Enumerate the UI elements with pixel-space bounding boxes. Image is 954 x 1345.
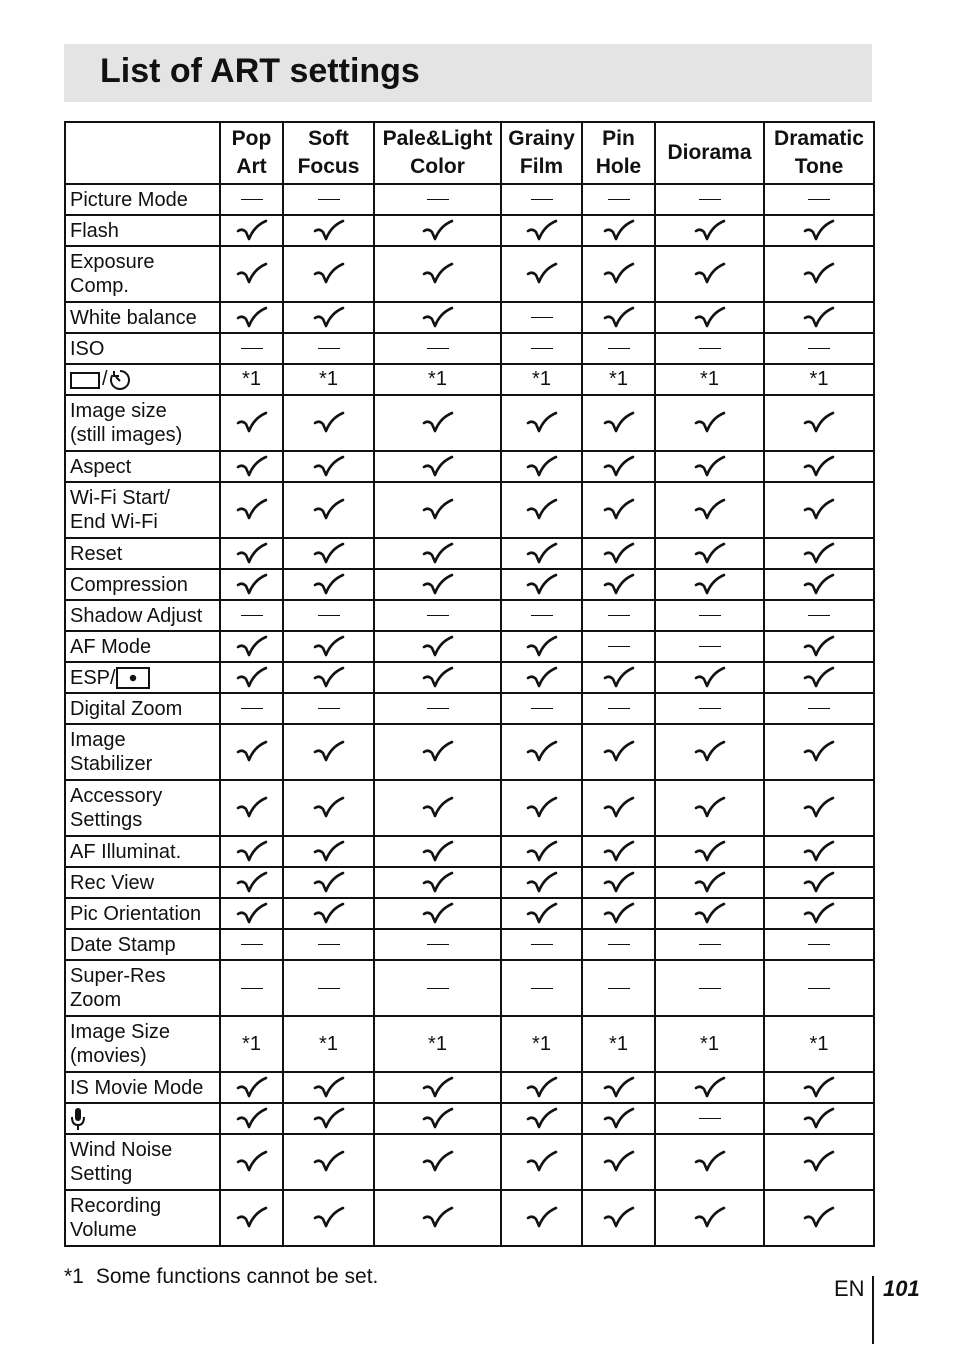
check-icon xyxy=(220,538,283,569)
check-icon xyxy=(582,246,655,302)
check-icon xyxy=(374,1072,501,1103)
dash-icon xyxy=(283,693,374,724)
check-icon xyxy=(220,1134,283,1190)
note-cell: *1 xyxy=(764,1016,874,1072)
check-icon xyxy=(501,780,582,836)
row-label: IS Movie Mode xyxy=(65,1072,220,1103)
check-icon xyxy=(501,538,582,569)
table-row xyxy=(65,364,874,395)
row-label xyxy=(65,662,220,693)
check-icon xyxy=(764,780,874,836)
check-icon xyxy=(374,631,501,662)
row-label: AF Illuminat. xyxy=(65,836,220,867)
table-row xyxy=(65,482,874,538)
check-icon xyxy=(374,215,501,246)
check-icon xyxy=(374,1134,501,1190)
check-icon xyxy=(220,302,283,333)
row-label-text: / xyxy=(102,368,108,391)
dash-icon xyxy=(501,929,582,960)
dash-icon xyxy=(220,960,283,1016)
check-icon xyxy=(655,898,764,929)
check-icon xyxy=(220,1190,283,1246)
note-cell: *1 xyxy=(220,364,283,395)
check-icon xyxy=(582,302,655,333)
column-header: Pale&Light Color xyxy=(374,122,501,184)
row-label: Picture Mode xyxy=(65,184,220,215)
dash-icon xyxy=(501,302,582,333)
check-icon xyxy=(220,451,283,482)
note-cell: *1 xyxy=(582,364,655,395)
dash-icon xyxy=(655,929,764,960)
check-icon xyxy=(220,631,283,662)
dash-icon xyxy=(501,960,582,1016)
dash-icon xyxy=(582,333,655,364)
row-label: Date Stamp xyxy=(65,929,220,960)
column-header: Grainy Film xyxy=(501,122,582,184)
dash-icon xyxy=(374,333,501,364)
check-icon xyxy=(764,482,874,538)
row-label: Compression xyxy=(65,569,220,600)
check-icon xyxy=(283,1190,374,1246)
table-row xyxy=(65,600,874,631)
check-icon xyxy=(220,662,283,693)
dash-icon xyxy=(283,929,374,960)
check-icon xyxy=(764,569,874,600)
note-cell: *1 xyxy=(501,1016,582,1072)
dash-icon xyxy=(764,600,874,631)
table-row xyxy=(65,538,874,569)
footnote-mark: *1 xyxy=(64,1265,84,1288)
table-row xyxy=(65,1103,874,1134)
note-cell: *1 xyxy=(220,1016,283,1072)
row-label: Image size (still images) xyxy=(65,395,220,451)
check-icon xyxy=(220,780,283,836)
drive-mode-icon xyxy=(70,368,102,390)
row-label xyxy=(65,1103,220,1134)
dash-icon xyxy=(582,631,655,662)
table-row xyxy=(65,1016,874,1072)
column-header: Pop Art xyxy=(220,122,283,184)
row-label: Pic Orientation xyxy=(65,898,220,929)
table-row xyxy=(65,662,874,693)
table-row xyxy=(65,724,874,780)
row-label: Super-Res Zoom xyxy=(65,960,220,1016)
dash-icon xyxy=(764,184,874,215)
check-icon xyxy=(374,246,501,302)
dash-icon xyxy=(582,600,655,631)
check-icon xyxy=(283,482,374,538)
check-icon xyxy=(220,215,283,246)
table-row xyxy=(65,246,874,302)
page-divider xyxy=(872,1276,874,1344)
dash-icon xyxy=(501,333,582,364)
footnote xyxy=(64,1265,378,1289)
check-icon xyxy=(655,569,764,600)
dash-icon xyxy=(764,333,874,364)
check-icon xyxy=(374,867,501,898)
check-icon xyxy=(283,215,374,246)
note-cell: *1 xyxy=(582,1016,655,1072)
check-icon xyxy=(655,1072,764,1103)
check-icon xyxy=(283,836,374,867)
check-icon xyxy=(582,215,655,246)
check-icon xyxy=(283,1103,374,1134)
row-label: AF Mode xyxy=(65,631,220,662)
check-icon xyxy=(764,662,874,693)
table-row xyxy=(65,215,874,246)
dash-icon xyxy=(655,693,764,724)
dash-icon xyxy=(501,184,582,215)
dash-icon xyxy=(501,693,582,724)
check-icon xyxy=(220,724,283,780)
column-header: Pin Hole xyxy=(582,122,655,184)
dash-icon xyxy=(655,333,764,364)
check-icon xyxy=(283,724,374,780)
check-icon xyxy=(655,538,764,569)
check-icon xyxy=(582,538,655,569)
check-icon xyxy=(374,482,501,538)
check-icon xyxy=(582,482,655,538)
check-icon xyxy=(501,1190,582,1246)
check-icon xyxy=(764,898,874,929)
page-language: EN xyxy=(834,1276,865,1301)
table-row xyxy=(65,836,874,867)
check-icon xyxy=(283,1134,374,1190)
check-icon xyxy=(283,662,374,693)
check-icon xyxy=(501,395,582,451)
check-icon xyxy=(764,215,874,246)
dash-icon xyxy=(655,1103,764,1134)
check-icon xyxy=(283,451,374,482)
check-icon xyxy=(764,395,874,451)
check-icon xyxy=(582,1103,655,1134)
title-bar xyxy=(64,44,872,102)
check-icon xyxy=(501,246,582,302)
row-label: Image Size (movies) xyxy=(65,1016,220,1072)
check-icon xyxy=(374,1103,501,1134)
check-icon xyxy=(283,569,374,600)
check-icon xyxy=(374,395,501,451)
check-icon xyxy=(582,724,655,780)
check-icon xyxy=(501,724,582,780)
dash-icon xyxy=(220,929,283,960)
check-icon xyxy=(374,780,501,836)
note-cell: *1 xyxy=(501,364,582,395)
check-icon xyxy=(501,1134,582,1190)
check-icon xyxy=(764,451,874,482)
column-header: Dramatic Tone xyxy=(764,122,874,184)
check-icon xyxy=(501,867,582,898)
note-cell: *1 xyxy=(374,364,501,395)
table-row xyxy=(65,302,874,333)
check-icon xyxy=(582,836,655,867)
dash-icon xyxy=(374,960,501,1016)
row-label: Digital Zoom xyxy=(65,693,220,724)
table-row xyxy=(65,569,874,600)
row-label: Rec View xyxy=(65,867,220,898)
check-icon xyxy=(764,631,874,662)
row-label: Aspect xyxy=(65,451,220,482)
check-icon xyxy=(283,1072,374,1103)
check-icon xyxy=(501,898,582,929)
check-icon xyxy=(220,569,283,600)
check-icon xyxy=(220,1103,283,1134)
check-icon xyxy=(655,451,764,482)
dash-icon xyxy=(582,960,655,1016)
note-cell: *1 xyxy=(764,364,874,395)
check-icon xyxy=(283,395,374,451)
check-icon xyxy=(283,631,374,662)
dash-icon xyxy=(220,184,283,215)
check-icon xyxy=(501,836,582,867)
check-icon xyxy=(655,867,764,898)
row-label: Wind Noise Setting xyxy=(65,1134,220,1190)
table-row xyxy=(65,631,874,662)
dash-icon xyxy=(283,333,374,364)
check-icon xyxy=(374,451,501,482)
microphone-icon xyxy=(70,1107,86,1129)
check-icon xyxy=(501,451,582,482)
check-icon xyxy=(283,246,374,302)
row-label: White balance xyxy=(65,302,220,333)
check-icon xyxy=(655,302,764,333)
selftimer-icon xyxy=(108,368,132,390)
check-icon xyxy=(764,867,874,898)
table-row xyxy=(65,1072,874,1103)
row-label xyxy=(65,364,220,395)
dash-icon xyxy=(220,693,283,724)
dash-icon xyxy=(582,929,655,960)
check-icon xyxy=(655,1134,764,1190)
table-row xyxy=(65,1190,874,1246)
check-icon xyxy=(374,302,501,333)
check-icon xyxy=(764,1134,874,1190)
row-label: ISO xyxy=(65,333,220,364)
column-header: Soft Focus xyxy=(283,122,374,184)
check-icon xyxy=(764,302,874,333)
page-number: 101 xyxy=(883,1276,920,1301)
check-icon xyxy=(283,538,374,569)
check-icon xyxy=(220,867,283,898)
check-icon xyxy=(501,482,582,538)
check-icon xyxy=(655,246,764,302)
note-cell: *1 xyxy=(283,1016,374,1072)
check-icon xyxy=(374,724,501,780)
dash-icon xyxy=(582,184,655,215)
table-header-row xyxy=(65,122,874,184)
check-icon xyxy=(283,302,374,333)
check-icon xyxy=(374,538,501,569)
dash-icon xyxy=(655,960,764,1016)
check-icon xyxy=(283,867,374,898)
art-settings-table xyxy=(64,121,875,1247)
check-icon xyxy=(582,569,655,600)
dash-icon xyxy=(374,693,501,724)
dash-icon xyxy=(283,184,374,215)
row-label: Image Stabilizer xyxy=(65,724,220,780)
check-icon xyxy=(374,569,501,600)
row-label: Wi-Fi Start/ End Wi-Fi xyxy=(65,482,220,538)
dash-icon xyxy=(655,184,764,215)
check-icon xyxy=(764,246,874,302)
check-icon xyxy=(655,1190,764,1246)
row-label: Shadow Adjust xyxy=(65,600,220,631)
table-row xyxy=(65,333,874,364)
check-icon xyxy=(283,780,374,836)
row-label: Recording Volume xyxy=(65,1190,220,1246)
check-icon xyxy=(655,724,764,780)
check-icon xyxy=(582,1134,655,1190)
header-corner xyxy=(65,122,220,184)
row-label: Flash xyxy=(65,215,220,246)
check-icon xyxy=(374,836,501,867)
check-icon xyxy=(655,215,764,246)
dash-icon xyxy=(220,600,283,631)
check-icon xyxy=(220,1072,283,1103)
check-icon xyxy=(582,780,655,836)
dash-icon xyxy=(374,600,501,631)
dash-icon xyxy=(374,184,501,215)
check-icon xyxy=(220,246,283,302)
check-icon xyxy=(582,1072,655,1103)
check-icon xyxy=(655,836,764,867)
check-icon xyxy=(582,898,655,929)
check-icon xyxy=(582,662,655,693)
row-label: Accessory Settings xyxy=(65,780,220,836)
dash-icon xyxy=(501,600,582,631)
column-header: Diorama xyxy=(655,122,764,184)
table-row xyxy=(65,693,874,724)
check-icon xyxy=(501,1072,582,1103)
row-label: Exposure Comp. xyxy=(65,246,220,302)
table-row xyxy=(65,867,874,898)
check-icon xyxy=(655,482,764,538)
table-row xyxy=(65,184,874,215)
dash-icon xyxy=(764,929,874,960)
check-icon xyxy=(374,662,501,693)
table-row xyxy=(65,898,874,929)
check-icon xyxy=(501,1103,582,1134)
check-icon xyxy=(655,780,764,836)
table-row xyxy=(65,780,874,836)
table-row xyxy=(65,929,874,960)
dash-icon xyxy=(764,693,874,724)
check-icon xyxy=(655,662,764,693)
dash-icon xyxy=(764,960,874,1016)
dash-icon xyxy=(582,693,655,724)
note-cell: *1 xyxy=(655,1016,764,1072)
check-icon xyxy=(764,836,874,867)
dash-icon xyxy=(655,631,764,662)
check-icon xyxy=(220,836,283,867)
dash-icon xyxy=(283,960,374,1016)
check-icon xyxy=(764,538,874,569)
table-row xyxy=(65,960,874,1016)
note-cell: *1 xyxy=(374,1016,501,1072)
check-icon xyxy=(655,395,764,451)
check-icon xyxy=(374,1190,501,1246)
check-icon xyxy=(582,867,655,898)
check-icon xyxy=(220,482,283,538)
table-row xyxy=(65,395,874,451)
dash-icon xyxy=(655,600,764,631)
row-label: Reset xyxy=(65,538,220,569)
check-icon xyxy=(501,569,582,600)
footnote-text: Some functions cannot be set. xyxy=(95,1265,379,1288)
check-icon xyxy=(582,451,655,482)
row-label-text: ESP/ xyxy=(70,666,116,689)
spot-metering-icon xyxy=(116,667,150,689)
check-icon xyxy=(501,631,582,662)
check-icon xyxy=(501,662,582,693)
check-icon xyxy=(764,1190,874,1246)
check-icon xyxy=(220,898,283,929)
check-icon xyxy=(764,1072,874,1103)
check-icon xyxy=(220,395,283,451)
check-icon xyxy=(764,724,874,780)
check-icon xyxy=(582,395,655,451)
note-cell: *1 xyxy=(655,364,764,395)
check-icon xyxy=(582,1190,655,1246)
table-row xyxy=(65,1134,874,1190)
page-title: List of ART settings xyxy=(100,52,420,90)
table-row xyxy=(65,451,874,482)
check-icon xyxy=(283,898,374,929)
dash-icon xyxy=(220,333,283,364)
check-icon xyxy=(764,1103,874,1134)
check-icon xyxy=(374,898,501,929)
dash-icon xyxy=(283,600,374,631)
dash-icon xyxy=(374,929,501,960)
note-cell: *1 xyxy=(283,364,374,395)
check-icon xyxy=(501,215,582,246)
